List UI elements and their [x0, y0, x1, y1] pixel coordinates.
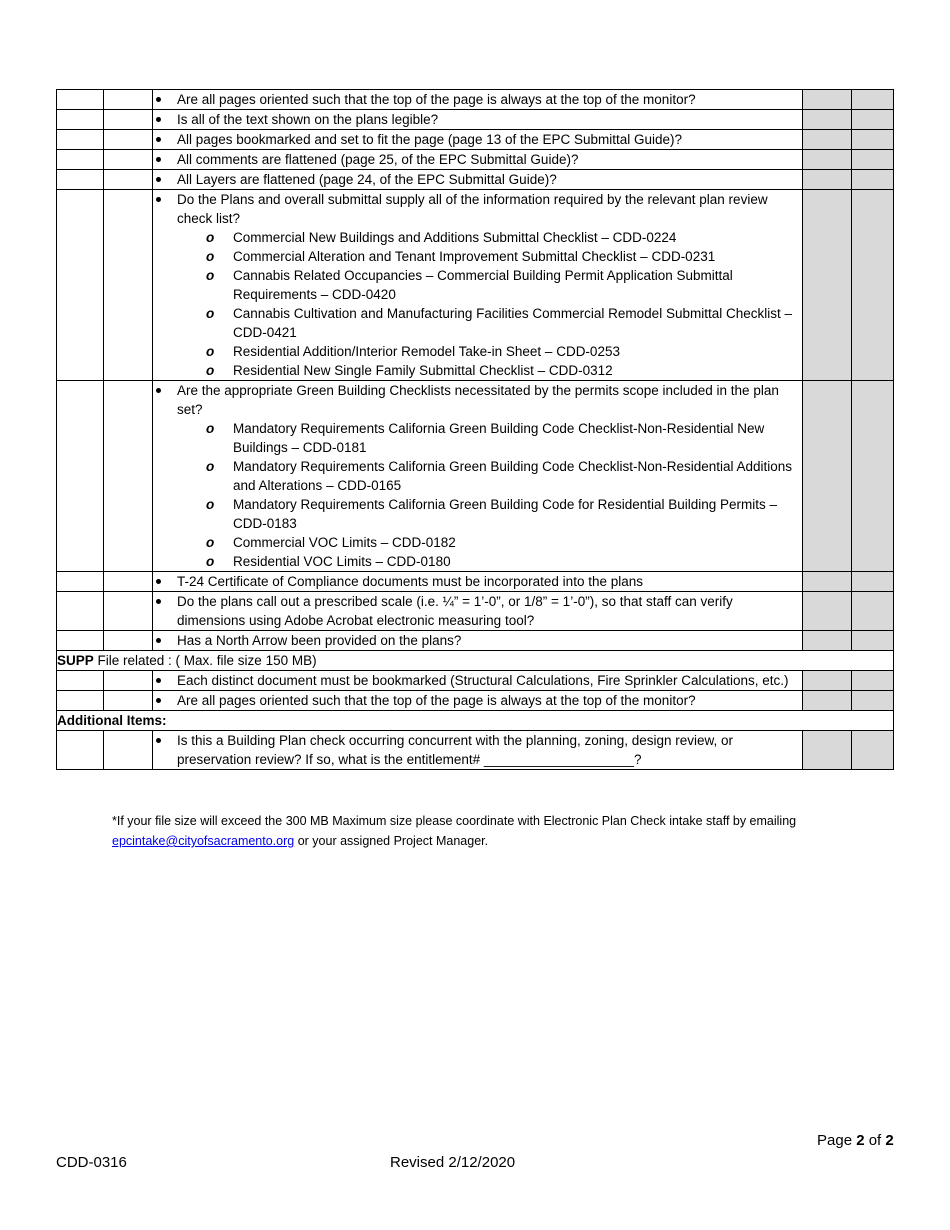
sub-item: o Residential Addition/Interior Remodel Take-in Sheet – CDD-0253 [177, 342, 802, 361]
checklist-item [153, 110, 802, 129]
bullet-list [153, 572, 802, 591]
blank-cell [57, 110, 104, 130]
check-box-yes[interactable] [803, 190, 852, 381]
blank-cell [57, 130, 104, 150]
bullet-list [153, 671, 802, 690]
check-box-no[interactable] [852, 691, 894, 711]
check-box-no[interactable] [852, 190, 894, 381]
checklist-row [57, 572, 894, 592]
blank-cell [57, 150, 104, 170]
item-cell [153, 150, 803, 170]
checklist-row [57, 170, 894, 190]
checklist-row [57, 731, 894, 770]
checklist-item [153, 572, 802, 591]
item-text: Is this a Building Plan check occurring concurrent with the planning, zoning, design review, or preservation review? If so, what is the entitlement# ____________________? [177, 733, 734, 767]
check-box-no[interactable] [852, 631, 894, 651]
item-text: Do the plans call out a prescribed scale (i.e. ¼” = 1’-0”, or 1/8” = 1’-0”), so that staff can verify dimensions using Adobe Acrobat electronic measuring tool? [177, 594, 733, 628]
check-box-yes[interactable] [803, 130, 852, 150]
sub-item: o Residential New Single Family Submittal Checklist – CDD-0312 [177, 361, 802, 380]
item-text: Is all of the text shown on the plans legible? [177, 112, 439, 127]
bullet-list [153, 592, 802, 630]
blank-cell [104, 691, 153, 711]
checklist-item [153, 592, 802, 630]
blank-cell [104, 110, 153, 130]
item-cell [153, 592, 803, 631]
sub-item: o Commercial Alteration and Tenant Improvement Submittal Checklist – CDD-0231 [177, 247, 802, 266]
form-id: CDD-0316 [56, 1154, 127, 1171]
item-cell [153, 691, 803, 711]
blank-cell [104, 592, 153, 631]
item-text: All Layers are flattened (page 24, of the EPC Submittal Guide)? [177, 172, 557, 187]
blank-cell [57, 592, 104, 631]
blank-cell [104, 381, 153, 572]
check-box-yes[interactable] [803, 731, 852, 770]
blank-cell [57, 731, 104, 770]
item-cell [153, 731, 803, 770]
check-box-yes[interactable] [803, 592, 852, 631]
check-box-yes[interactable] [803, 150, 852, 170]
checklist-item [153, 90, 802, 109]
checklist-item [153, 631, 802, 650]
additional-row [57, 711, 894, 731]
supp-label: File related : ( Max. file size 150 MB) [93, 653, 317, 668]
bullet-list [153, 130, 802, 149]
blank-cell [104, 572, 153, 592]
blank-cell [104, 671, 153, 691]
checklist-row [57, 381, 894, 572]
check-box-yes[interactable] [803, 381, 852, 572]
revised-date: Revised 2/12/2020 [390, 1154, 516, 1171]
supp-header [57, 651, 894, 671]
item-cell [153, 110, 803, 130]
item-text: All pages bookmarked and set to fit the page (page 13 of the EPC Submittal Guide)? [177, 132, 683, 147]
sub-item: o Commercial New Buildings and Additions Submittal Checklist – CDD-0224 [177, 228, 802, 247]
check-box-no[interactable] [852, 731, 894, 770]
checklist-item [153, 381, 802, 571]
check-box-yes[interactable] [803, 110, 852, 130]
check-box-no[interactable] [852, 381, 894, 572]
checklist-row [57, 592, 894, 631]
check-box-no[interactable] [852, 592, 894, 631]
blank-cell [57, 671, 104, 691]
checklist-item [153, 150, 802, 169]
sub-list [177, 419, 802, 571]
check-box-no[interactable] [852, 90, 894, 110]
file-size-note [112, 811, 852, 851]
checklist-item [153, 190, 802, 380]
sub-list [177, 228, 802, 380]
item-text: Are all pages oriented such that the top of the page is always at the top of the monitor? [177, 693, 696, 708]
check-box-no[interactable] [852, 130, 894, 150]
checklist-item [153, 731, 802, 769]
checklist-row [57, 671, 894, 691]
sub-item: o Cannabis Cultivation and Manufacturing Facilities Commercial Remodel Submittal Checklist – CDD-0421 [177, 304, 802, 342]
checklist-item [153, 130, 802, 149]
sub-item: o Mandatory Requirements California Green Building Code Checklist-Non-Residential New Buildings – CDD-0181 [177, 419, 802, 457]
item-text: Are all pages oriented such that the top of the page is always at the top of the monitor? [177, 92, 696, 107]
bullet-list [153, 150, 802, 169]
bullet-list [153, 170, 802, 189]
blank-cell [57, 691, 104, 711]
blank-cell [104, 731, 153, 770]
check-box-yes[interactable] [803, 572, 852, 592]
intake-email-link[interactable]: epcintake@cityofsacramento.org [112, 834, 295, 848]
item-cell [153, 90, 803, 110]
bullet-list [153, 110, 802, 129]
blank-cell [104, 170, 153, 190]
check-box-no[interactable] [852, 170, 894, 190]
check-box-no[interactable] [852, 150, 894, 170]
checklist-row [57, 190, 894, 381]
page-number: Page 2 of 2 [817, 1132, 894, 1149]
item-cell [153, 130, 803, 150]
item-cell [153, 631, 803, 651]
checklist-item [153, 691, 802, 710]
item-cell [153, 572, 803, 592]
bullet-list [153, 190, 802, 380]
checklist-row [57, 130, 894, 150]
check-box-no[interactable] [852, 110, 894, 130]
sub-item: o Commercial VOC Limits – CDD-0182 [177, 533, 802, 552]
check-box-yes[interactable] [803, 170, 852, 190]
blank-cell [104, 631, 153, 651]
blank-cell [57, 631, 104, 651]
check-box-yes[interactable] [803, 671, 852, 691]
additional-header [57, 711, 894, 731]
checklist-row [57, 631, 894, 651]
item-cell [153, 671, 803, 691]
checklist-item [153, 671, 802, 690]
sub-item: o Mandatory Requirements California Green Building Code for Residential Building Permits – CDD-0183 [177, 495, 802, 533]
blank-cell [57, 190, 104, 381]
blank-cell [57, 381, 104, 572]
sub-item: o Mandatory Requirements California Green Building Code Checklist-Non-Residential Additions and Alterations – CDD-0165 [177, 457, 802, 495]
item-cell [153, 381, 803, 572]
blank-cell [57, 170, 104, 190]
item-text: T-24 Certificate of Compliance documents must be incorporated into the plans [177, 574, 643, 589]
item-cell [153, 170, 803, 190]
check-box-yes[interactable] [803, 691, 852, 711]
checklist-row [57, 90, 894, 110]
checklist-table [56, 89, 894, 770]
note-text: *If your file size will exceed the 300 MB Maximum size please coordinate with Electronic Plan Check intake staff by emailing [112, 814, 797, 828]
checklist-item [153, 170, 802, 189]
item-text: Each distinct document must be bookmarked (Structural Calculations, Fire Sprinkler Calculations, etc.) [177, 673, 789, 688]
sub-item: o Cannabis Related Occupancies – Commercial Building Permit Application Submittal Requirements – CDD-0420 [177, 266, 802, 304]
check-box-no[interactable] [852, 572, 894, 592]
blank-cell [104, 190, 153, 381]
item-text: All comments are flattened (page 25, of the EPC Submittal Guide)? [177, 152, 579, 167]
supp-bold: SUPP [57, 653, 94, 668]
blank-cell [104, 150, 153, 170]
blank-cell [104, 90, 153, 110]
item-cell [153, 190, 803, 381]
blank-cell [57, 90, 104, 110]
check-box-yes[interactable] [803, 631, 852, 651]
blank-cell [104, 130, 153, 150]
supp-row [57, 651, 894, 671]
bullet-list [153, 631, 802, 650]
sub-item: o Residential VOC Limits – CDD-0180 [177, 552, 802, 571]
current-page: 2 [856, 1132, 865, 1149]
checklist-row [57, 150, 894, 170]
note-tail: or your assigned Project Manager. [294, 834, 489, 848]
blank-cell [57, 572, 104, 592]
bullet-list [153, 90, 802, 109]
bullet-list [153, 731, 802, 769]
total-pages: 2 [885, 1132, 894, 1149]
item-text: Do the Plans and overall submittal supply all of the information required by the relevant plan review check list? [177, 192, 768, 226]
bullet-list [153, 691, 802, 710]
checklist-row [57, 691, 894, 711]
checklist-row [57, 110, 894, 130]
bullet-list [153, 381, 802, 571]
item-text: Are the appropriate Green Building Checklists necessitated by the permits scope included in the plan set? [177, 383, 779, 417]
additional-label: Additional Items: [57, 713, 167, 728]
check-box-yes[interactable] [803, 90, 852, 110]
item-text: Has a North Arrow been provided on the plans? [177, 633, 462, 648]
check-box-no[interactable] [852, 671, 894, 691]
